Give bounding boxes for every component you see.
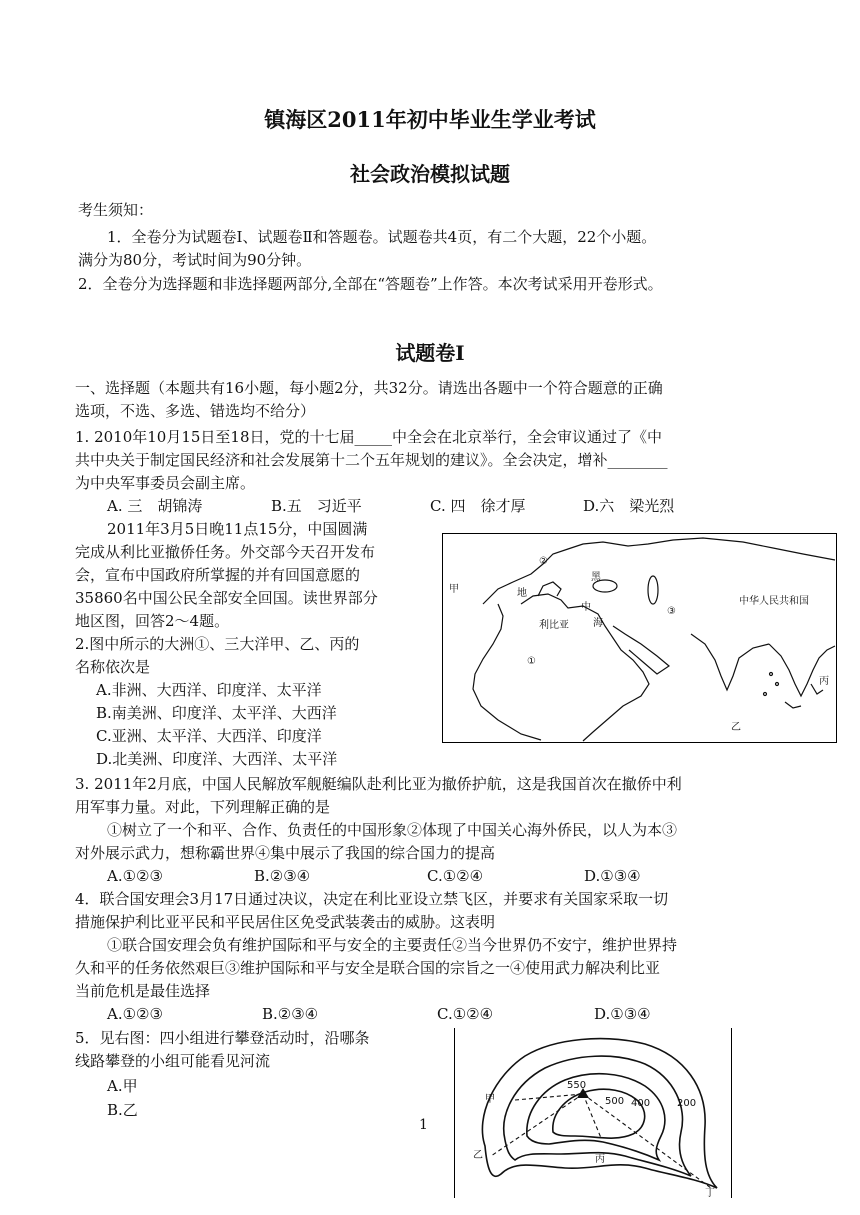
notice-item-1-cont: 满分为80分，考试时间为90分钟。: [78, 251, 312, 269]
q1-stem: 1. 2010年10月15日至18日，党的十七届_____中全会在北京举行，全会审议通过了《中: [75, 428, 663, 446]
q1-option-d: D.六 梁光烈: [583, 497, 675, 515]
contour-label-bing: 丙: [595, 1154, 605, 1165]
map-label-jia: 甲: [449, 584, 459, 595]
q2-stem: 2.图中所示的大洲①、三大洋甲、乙、丙的: [75, 635, 360, 653]
q4-option-b: B.②③④: [262, 1005, 319, 1023]
map-label-yi: 乙: [731, 722, 741, 733]
contour-label-jia: 甲: [485, 1094, 495, 1105]
q4-option-d: D.①③④: [594, 1005, 651, 1023]
q1-option-a: A. 三 胡锦涛: [107, 497, 203, 515]
world-map: [442, 533, 837, 743]
q2-option-c: C.亚洲、太平洋、大西洋、印度洋: [96, 727, 322, 745]
notice-item-1: 1．全卷分为试题卷Ⅰ、试题卷Ⅱ和答题卷。试题卷共4页，有二个大题，22个小题。: [107, 228, 657, 246]
q5-stem-cont: 线路攀登的小组可能看见河流: [75, 1052, 271, 1070]
notice-item-2: 2．全卷分为选择题和非选择题两部分,全部在“答题卷”上作答。本次考试采用开卷形式。: [78, 275, 663, 293]
map-label-di: 地: [517, 588, 527, 599]
map-label-bing: 丙: [819, 676, 829, 687]
q3-stem: 3. 2011年2月底，中国人民解放军舰艇编队赴利比亚为撤侨护航，这是我国首次在撤侨中利: [75, 775, 682, 793]
passage-line: 35860名中国公民全部安全回国。读世界部分: [75, 589, 378, 607]
map-label-hei: 黑: [591, 572, 601, 583]
map-label-continent-2: ②: [539, 556, 548, 567]
exam-title: 镇海区2011年初中毕业生学业考试: [264, 107, 596, 132]
q5-option-a: A.甲: [107, 1077, 138, 1095]
q4-stem: 4．联合国安理会3月17日通过决议，决定在利比亚设立禁飞区，并要求有关国家采取一切: [75, 890, 669, 908]
q4-stem-cont: 措施保护利比亚平民和平民居住区免受武装袭击的威胁。这表明: [75, 913, 496, 931]
q4-statements-end: 当前危机是最佳选择: [75, 982, 211, 1000]
contour-map-graphic: [455, 1028, 731, 1198]
q4-option-a: A.①②③: [107, 1005, 163, 1023]
q1-option-b: B.五 习近平: [271, 497, 362, 515]
q2-option-a: A.非洲、大西洋、印度洋、太平洋: [96, 681, 322, 699]
q4-statements-cont: 久和平的任务依然艰巨③维护国际和平与安全是联合国的宗旨之一④使用武力解决利比亚: [75, 959, 661, 977]
contour-label-peak: 550: [567, 1080, 587, 1091]
q4-statements: ①联合国安理会负有维护国际和平与安全的主要责任②当今世界仍不安宁，维护世界持: [107, 936, 678, 954]
passage-line: 完成从利比亚撤侨任务。外交部今天召开发布: [75, 543, 376, 561]
q3-statements: ①树立了一个和平、合作、负责任的中国形象②体现了中国关心海外侨民，以人为本③: [107, 821, 678, 839]
q5-stem: 5．见右图：四小组进行攀登活动时，沿哪条: [75, 1029, 370, 1047]
contour-label-ding: 丁: [705, 1188, 715, 1198]
q1-stem-end: 为中央军事委员会副主席。: [75, 474, 256, 492]
contour-label-yi: 乙: [473, 1150, 483, 1161]
contour-label-400: 400: [631, 1098, 651, 1109]
contour-label-500: 500: [605, 1096, 625, 1107]
section-title: 试题卷Ⅰ: [395, 341, 465, 365]
q2-stem-cont: 名称依次是: [75, 658, 151, 676]
q1-stem-cont: 共中央关于制定国民经济和社会发展第十二个五年规划的建议》。全会决定，增补________: [75, 451, 668, 469]
q4-option-c: C.①②④: [437, 1005, 494, 1023]
q3-option-a: A.①②③: [107, 867, 163, 885]
q3-option-c: C.①②④: [427, 867, 484, 885]
map-label-hai: 海: [593, 618, 603, 629]
q2-option-b: B.南美洲、印度洋、太平洋、大西洋: [96, 704, 337, 722]
page-number: 1: [419, 1117, 428, 1133]
q3-option-b: B.②③④: [254, 867, 311, 885]
q3-stem-cont: 用军事力量。对此，下列理解正确的是: [75, 798, 331, 816]
passage-line: 地区图，回答2～4题。: [75, 612, 230, 630]
exam-subtitle: 社会政治模拟试题: [350, 162, 510, 186]
map-label-zhong: 中: [581, 602, 591, 613]
passage-line: 会，宣布中国政府所掌握的并有回国意愿的: [75, 566, 361, 584]
map-label-continent-3: ③: [667, 606, 676, 617]
q1-option-c: C. 四 徐才厚: [430, 497, 526, 515]
q5-option-b: B.乙: [107, 1101, 138, 1119]
q2-option-d: D.北美洲、印度洋、大西洋、太平洋: [96, 750, 338, 768]
q3-option-d: D.①③④: [584, 867, 641, 885]
q3-statements-cont: 对外展示武力，想称霸世界④集中展示了我国的综合国力的提高: [75, 844, 496, 862]
map-label-china: 中华人民共和国: [739, 596, 809, 607]
notice-heading: 考生须知：: [78, 201, 154, 219]
map-label-continent-1: ①: [527, 656, 536, 667]
passage-line: 2011年3月5日晚11点15分，中国圆满: [107, 520, 368, 538]
world-map-graphic: [443, 534, 836, 742]
part1-intro: 一、选择题（本题共有16小题，每小题2分，共32分。请选出各题中一个符合题意的正确: [75, 379, 663, 397]
contour-map: [454, 1028, 732, 1198]
map-label-libya: 利比亚: [539, 620, 569, 631]
part1-intro-cont: 选项，不选、多选、错选均不给分）: [75, 402, 316, 420]
contour-label-200: 200: [677, 1098, 697, 1109]
